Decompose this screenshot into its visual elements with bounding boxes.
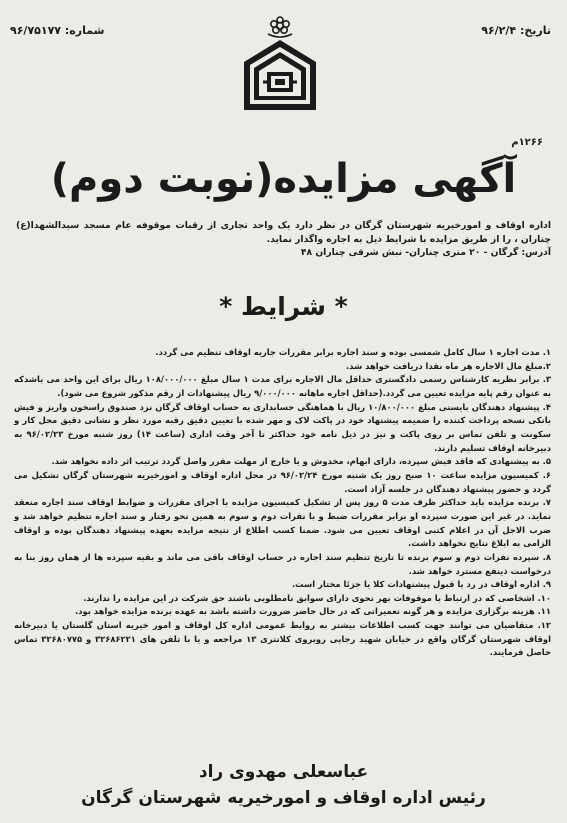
awqaf-logo-icon bbox=[230, 14, 330, 124]
number-label: شماره: bbox=[64, 24, 105, 37]
signer-name: عباسعلی مهدوی راد bbox=[198, 762, 369, 782]
condition-item: ۲.مبلغ مال الاجاره هر ماه نقدا دریافت خواهد شد. bbox=[345, 360, 551, 371]
condition-item: ۶. کمیسیون مزایده ساعت ۱۰ صبح روز یک شنبه مورخ ۹۶/۰۲/۲۴ در محل اداره اوقاف و امورخیریه شهرستان گرگان تشکیل می گردد و حضور پیشنهاد دهندگان در جلسه آزاد است. bbox=[14, 469, 551, 494]
conditions-list bbox=[14, 346, 551, 660]
condition-item: ۵. به پیشنهادی که فاقد فیش سپرده، دارای ابهام، مخدوش و یا خارج از مهلت مقرر واصل گردد ترتیب اثر داده نخواهد شد. bbox=[51, 456, 551, 467]
intro-paragraph: اداره اوقاف و امورخیریه شهرستان گرگان در نظر دارد یک واحد تجاری از رقبات موقوفه عام مسجد سیدالشهدا(ع) چناران ، را از طریق مزایده با شرایط ذیل به اجاره واگذار نماید. bbox=[16, 220, 551, 245]
condition-item: ۹. اداره اوقاف در رد یا قبول پیشنهادات کلا یا جزئا مختار است. bbox=[291, 579, 551, 590]
conditions-heading: * شرایط * bbox=[219, 292, 348, 321]
intro-block bbox=[16, 219, 551, 260]
notice-title: آگهی مزایده(نوبت دوم) bbox=[50, 156, 517, 202]
notice-page bbox=[6, 6, 561, 817]
reference-code: ۱۲۶۶م bbox=[511, 137, 543, 148]
number-line bbox=[10, 24, 104, 37]
date-value: ۹۶/۲/۴ bbox=[481, 24, 517, 37]
condition-item: ۴. پیشنهاد دهندگان بایستی مبلغ ۱۰/۸۰۰/۰۰۰ ریال با هماهنگی حسابداری به حساب اوقاف گرگان نزد صندوق راسخون واریز و فیش بانکی نسخه پرداخت کننده را ضمیمه پیشنهاد خود در پاکت لاک و مهر شده با تعیین دقیق رقبه مورد نظر و نشانی دقیق محل کار و سکونت و تلفن تماس بر روی پاکت و نیز در ذیل نامه خود حداکثر تا آخر وقت اداری (ساعت ۱۴) روز شنبه مورخ ۹۶/۰۲/۲۳ به دبیرخانه اوقاف تسلیم دارند. bbox=[14, 401, 551, 453]
condition-item: ۱. مدت اجاره ۱ سال کامل شمسی بوده و سند اجاره برابر مقررات جاریه اوقاف تنظیم می گردد. bbox=[155, 347, 551, 357]
date-label: تاریخ: bbox=[519, 24, 551, 37]
condition-item: ۸. سپرده نفرات دوم و سوم برنده تا تاریخ تنظیم سند اجاره در حساب اوقاف باقی می ماند و بقیه سپرده ها از همان روز بنا به درخواست ذینفع مسترد خواهد شد. bbox=[14, 551, 551, 576]
condition-item: ۳. برابر نظریه کارشناس رسمی دادگستری حداقل مال الاجاره برای مدت ۱ سال مبلغ ۱۰۸/۰۰۰/۰۰۰ ریال برای این واحد می باشدکه به عنوان رقم پایه مزایده تعیین می گردد.(حداقل اجاره ماهانه ۹/۰۰۰/۰۰۰ ریال پیشنهادات از رقم مذکور شروع می شود). bbox=[14, 374, 552, 398]
condition-item: ۱۰. اشخاصی که در ارتباط با موقوفات بهر نحوی دارای سوابق نامطلوبی باشند حق شرکت در این مزایده را ندارند. bbox=[83, 592, 551, 603]
number-value: ۹۶/۷۵۱۷۷ bbox=[10, 24, 62, 37]
condition-item: ۱۲. متقاضیان می توانند جهت کسب اطلاعات بیشتر به روابط عمومی اداره کل اوقاف و امور خیریه استان گلستان یا دبیرخانه اوقاف شهرستان گرگان واقع در خیابان شهید رجایی روبروی کلانتری ۱۳ مراجعه و یا با تلفن های ۳۲۶۸۶۲۲۱ و ۳۲۶۸۰۷۷۵ تماس حاصل فرمایند. bbox=[14, 620, 551, 658]
address-line: آدرس: گرگان - ۲۰ متری چناران- نبش شرقی چناران ۴۸ bbox=[300, 247, 551, 259]
condition-item: ۷. برنده مزایده باید حداکثر ظرف مدت ۵ روز پس از تشکیل کمیسیون مزایده با اجرای مقررات و ضوابط اوقاف سند اجاره منعقد نماید. در غیر این صورت سپرده او برابر مقررات ضبط و با نفرات دوم و سوم به همین نحو رفتار و سند اجاره تنظیم خواهد شد و ضرب الاجل آن در اعلام کتبی اوقاف تعیین می شود. ضمنا کسب اطلاع از نتیجه مزایده بعهده پیشنهاد دهندگان بوده و اوقاف الزامی به ابلاغ نتایج نخواهد داشت. bbox=[14, 497, 551, 549]
condition-item: ۱۱. هزینه برگزاری مزایده و هر گونه تعمیراتی که در حال حاضر ضرورت داشته باشد به عهده برنده مزایده خواهد بود. bbox=[75, 606, 551, 617]
date-line bbox=[481, 24, 551, 37]
signer-title: رئیس اداره اوقاف و امورخیریه شهرستان گرگان bbox=[81, 788, 486, 808]
